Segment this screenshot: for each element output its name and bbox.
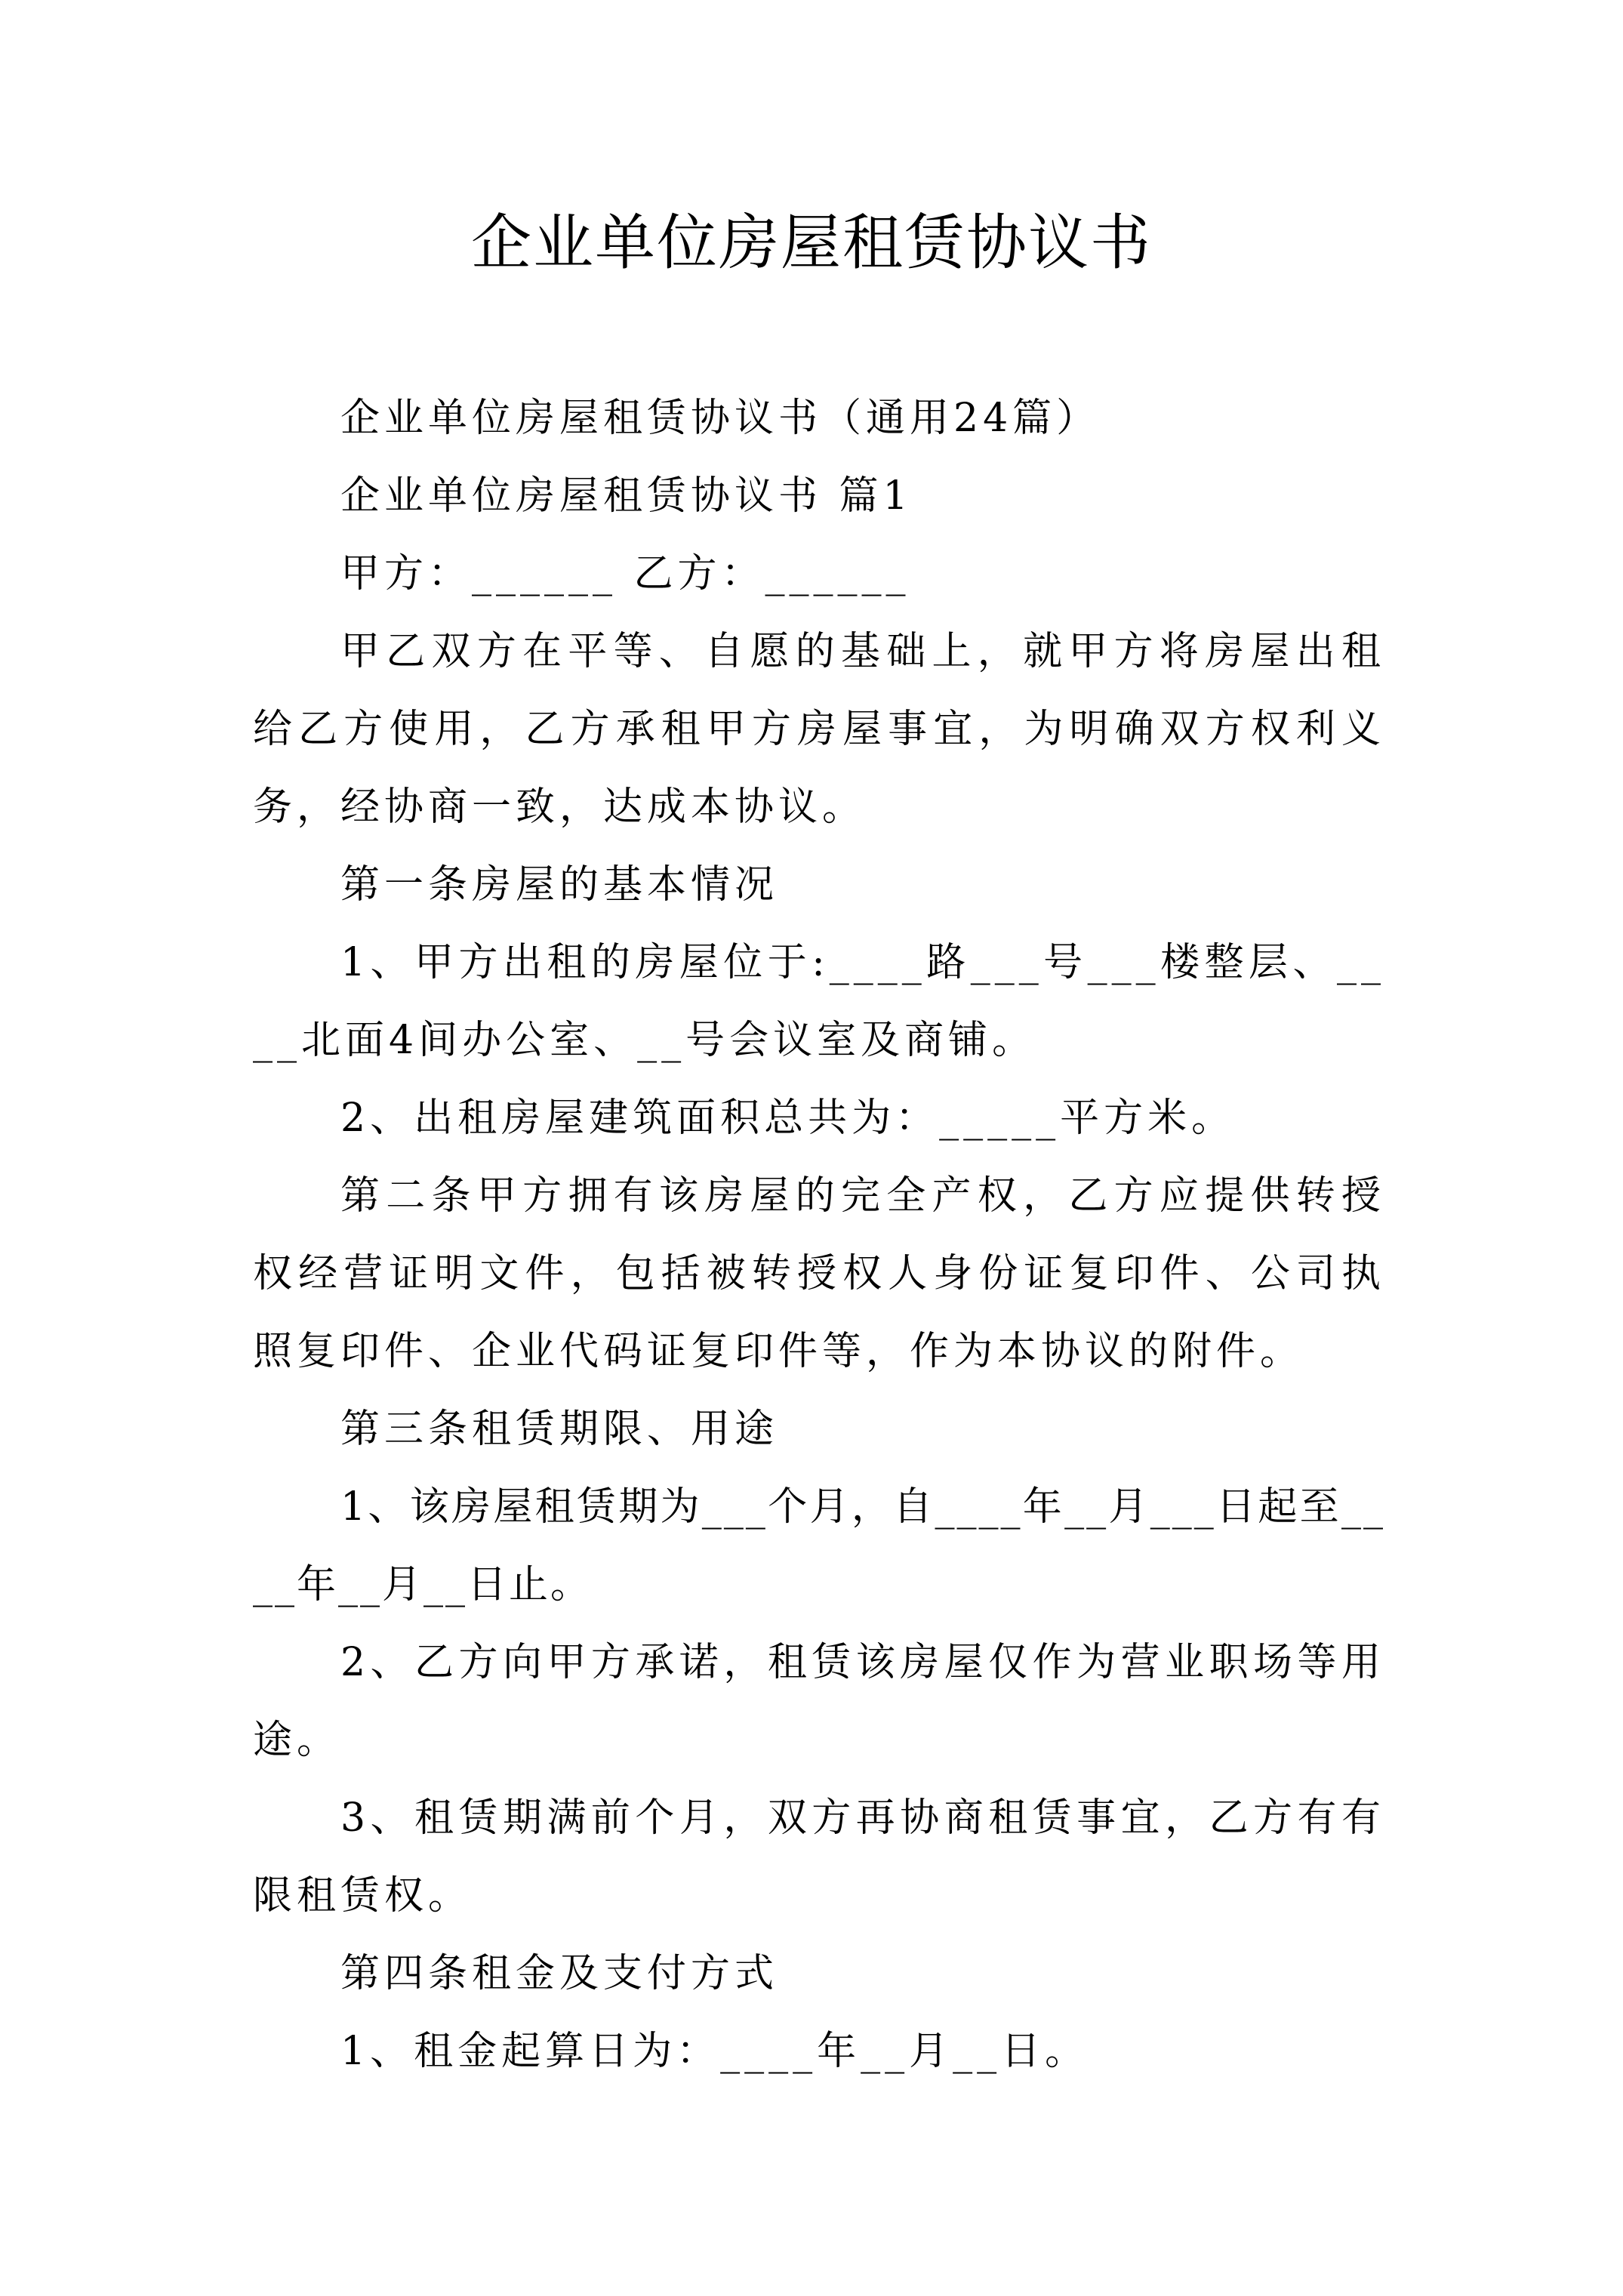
paragraph-article-4-item-1: 1、租金起算日为：____年__月__日。 [340,2029,1089,2074]
paragraph-section-heading: 企业单位房屋租赁协议书 篇1 [340,473,913,519]
paragraph-article-1-item-2: 2、出租房屋建筑面积总共为：_____平方米。 [340,1096,1236,1141]
paragraph-article-3-item-2: 2、乙方向甲方承诺，租赁该房屋仅作为营业职场等用途。 [253,1640,1385,1763]
document-body [253,380,1385,2091]
paragraph-article-3-heading: 第三条租赁期限、用途 [340,1407,779,1452]
paragraph-article-4-heading: 第四条租金及支付方式 [340,1951,779,1996]
paragraph-article-3-item-3: 3、租赁期满前个月，双方再协商租赁事宜，乙方有有限租赁权。 [253,1795,1385,1918]
paragraph-article-2: 第二条甲方拥有该房屋的完全产权，乙方应提供转授权经营证明文件，包括被转授权人身份证复印件、公司执照复印件、企业代码证复印件等，作为本协议的附件。 [253,1173,1385,1374]
paragraph-preamble: 甲乙双方在平等、自愿的基础上，就甲方将房屋出租给乙方使用，乙方承租甲方房屋事宜，为明确双方权利义务，经协商一致，达成本协议。 [253,629,1385,830]
paragraph-article-3-item-1: 1、该房屋租赁期为___个月，自____年__月___日起至____年__月__日止。 [253,1484,1385,1607]
paragraph-article-1-heading: 第一条房屋的基本情况 [340,862,779,908]
paragraph-parties: 甲方：______ 乙方：______ [340,551,910,596]
paragraph-article-1-item-1: 1、甲方出租的房屋位于:____路___号___楼整层、____北面4间办公室、__号会议室及商铺。 [253,940,1385,1063]
document-title: 企业单位房屋租赁协议书 [471,208,1152,278]
paragraph-subtitle: 企业单位房屋租赁协议书（通用24篇） [340,396,1101,441]
